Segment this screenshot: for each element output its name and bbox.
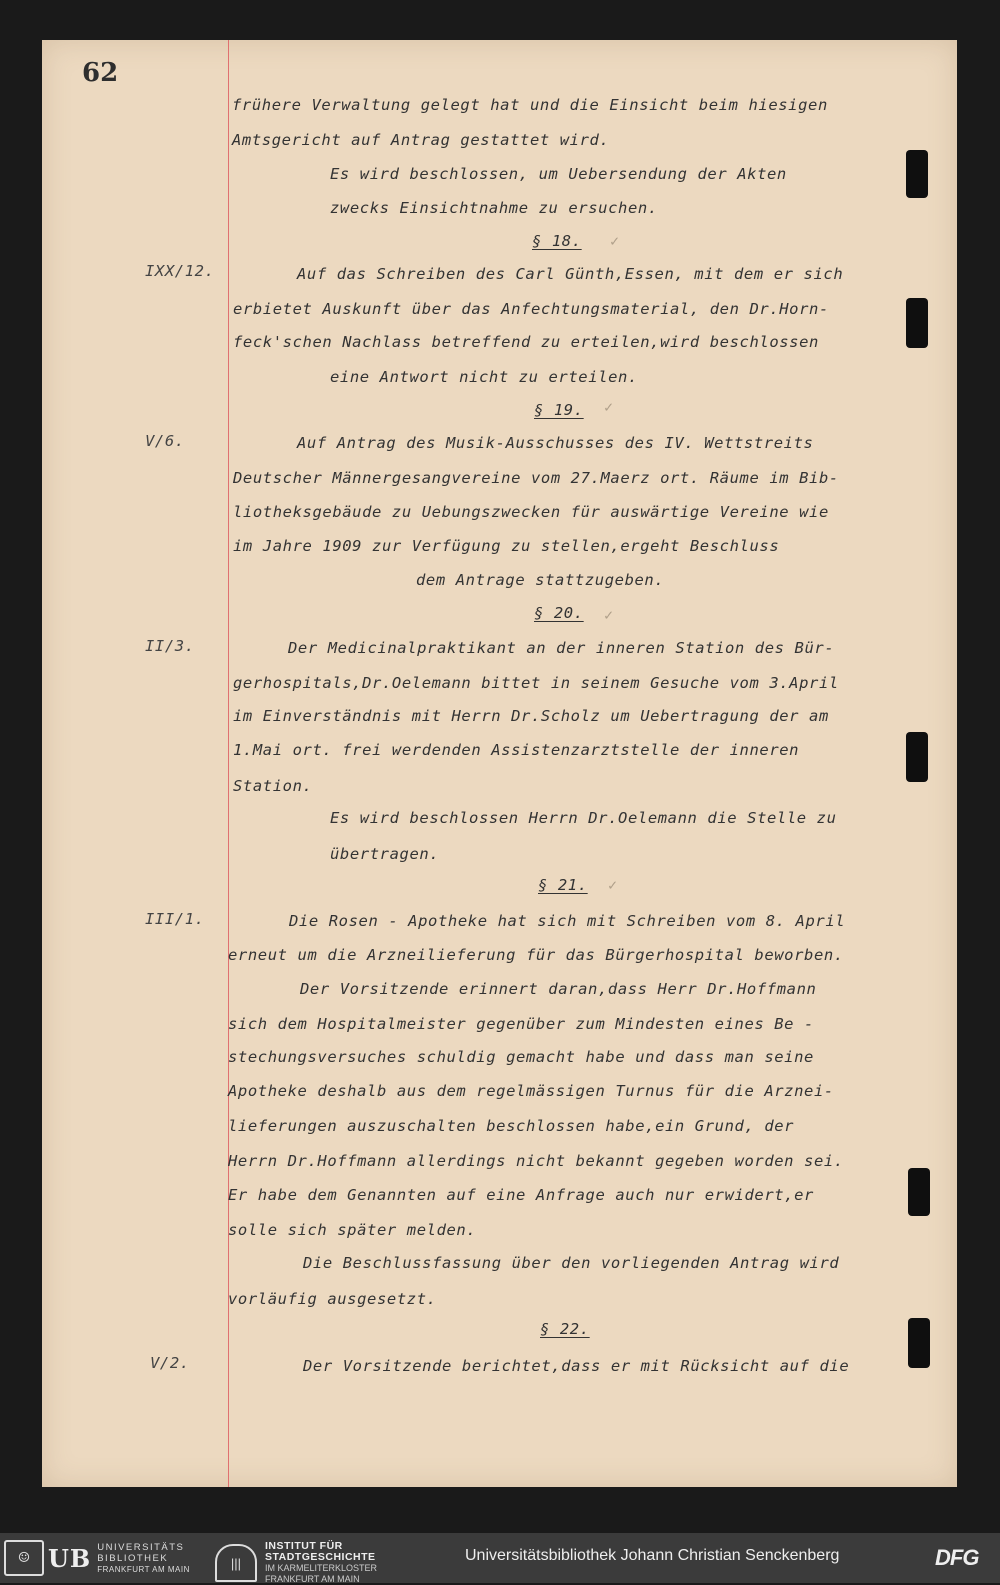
ub-line: BIBLIOTHEK	[97, 1552, 169, 1564]
text-line: gerhospitals,Dr.Oelemann bittet in seinem Gesuche vom 3.April	[233, 674, 839, 692]
ub-line: FRANKFURT AM MAIN	[97, 1564, 190, 1574]
text-line: Der Vorsitzende erinnert daran,dass Herr Dr.Hoffmann	[300, 980, 817, 998]
text-line: Herrn Dr.Hoffmann allerdings nicht bekannt gegeben worden sei.	[228, 1152, 844, 1170]
text-line: solle sich später melden.	[228, 1221, 477, 1239]
text-line: im Jahre 1909 zur Verfügung zu stellen,ergeht Beschluss	[233, 537, 780, 555]
text-line: sich dem Hospitalmeister gegenüber zum Mindesten eines Be -	[228, 1015, 814, 1033]
ub-mark: UB	[48, 1543, 92, 1573]
text-line: Station.	[233, 777, 313, 795]
margin-rule	[228, 40, 229, 1487]
check-mark-icon: ✓	[608, 876, 618, 894]
text-line: feck'schen Nachlass betreffend zu erteilen,wird beschlossen	[233, 333, 819, 351]
text-line: Die Rosen - Apotheke hat sich mit Schreiben vom 8. April	[289, 912, 846, 930]
text-line: frühere Verwaltung gelegt hat und die Einsicht beim hiesigen	[232, 96, 828, 114]
institute-line: STADTGESCHICHTE	[265, 1551, 376, 1563]
margin-ref: IXX/12.	[145, 262, 215, 280]
text-line: Apotheke deshalb aus dem regelmässigen Turnus für die Arznei-	[228, 1082, 834, 1100]
text-line: Der Medicinalpraktikant an der inneren Station des Bür-	[288, 639, 835, 657]
text-line: Amtsgericht auf Antrag gestattet wird.	[232, 131, 610, 149]
text-line: im Einverständnis mit Herrn Dr.Scholz um Uebertragung der am	[233, 707, 829, 725]
margin-ref: V/6.	[145, 432, 185, 450]
margin-ref: V/2.	[150, 1354, 190, 1372]
text-line: Der Vorsitzende berichtet,dass er mit Rücksicht auf die	[303, 1357, 850, 1375]
text-line: eine Antwort nicht zu erteilen.	[330, 368, 638, 386]
ub-logo[interactable]	[4, 1541, 190, 1575]
text-line: erbietet Auskunft über das Anfechtungsmaterial, den Dr.Horn-	[233, 300, 829, 318]
ub-line: UNIVERSITÄTS	[97, 1541, 185, 1553]
institute-line: INSTITUT FÜR	[265, 1540, 343, 1552]
institute-line: IM KARMELITERKLOSTER	[265, 1563, 378, 1573]
text-line: erneut um die Arzneilieferung für das Bürgerhospital beworben.	[228, 946, 844, 964]
text-line: zwecks Einsichtnahme zu ersuchen.	[330, 199, 658, 217]
check-mark-icon: ✓	[604, 606, 614, 624]
footer-bar	[0, 1533, 1000, 1583]
margin-ref: III/1.	[145, 910, 205, 928]
binder-tab	[908, 1168, 930, 1216]
text-line: übertragen.	[330, 845, 440, 863]
binder-tab	[906, 150, 928, 198]
text-line: Es wird beschlossen Herrn Dr.Oelemann die Stelle zu	[330, 809, 837, 827]
text-line: Die Beschlussfassung über den vorliegenden Antrag wird	[303, 1254, 840, 1272]
text-line: Deutscher Männergesangvereine vom 27.Maerz ort. Räume im Bib-	[233, 469, 839, 487]
library-name[interactable]: Universitätsbibliothek Johann Christian Senckenberg	[465, 1547, 840, 1564]
text-line: Auf Antrag des Musik-Ausschusses des IV. Wettstreits	[297, 434, 814, 452]
portrait-icon: ☺	[4, 1540, 44, 1576]
text-line: Er habe dem Genannten auf eine Anfrage auch nur erwidert,er	[228, 1186, 814, 1204]
text-line: 1.Mai ort. frei werdenden Assistenzarztstelle der inneren	[233, 741, 800, 759]
section-heading: § 19.	[534, 401, 584, 419]
binder-tab	[908, 1318, 930, 1368]
text-line: vorläufig ausgesetzt.	[228, 1290, 437, 1308]
text-line: dem Antrage stattzugeben.	[416, 571, 665, 589]
text-line: Es wird beschlossen, um Uebersendung der Akten	[330, 165, 787, 183]
text-line: Auf das Schreiben des Carl Günth,Essen, mit dem er sich	[297, 265, 844, 283]
arch-icon: |||	[215, 1544, 257, 1582]
check-mark-icon: ✓	[604, 398, 614, 416]
page-number: 62	[82, 58, 119, 88]
dfg-logo[interactable]: DFG	[935, 1545, 979, 1570]
section-heading: § 22.	[540, 1320, 590, 1338]
margin-ref: II/3.	[145, 637, 195, 655]
section-heading: § 21.	[538, 876, 588, 894]
check-mark-icon: ✓	[610, 232, 620, 250]
text-line: liotheksgebäude zu Uebungszwecken für auswärtige Vereine wie	[233, 503, 829, 521]
section-heading: § 20.	[534, 604, 584, 622]
section-heading: § 18.	[532, 232, 582, 250]
binder-tab	[906, 732, 928, 782]
institute-line: FRANKFURT AM MAIN	[265, 1574, 360, 1584]
text-line: lieferungen auszuschalten beschlossen habe,ein Grund, der	[228, 1117, 795, 1135]
ub-text	[97, 1542, 190, 1575]
binder-tab	[906, 298, 928, 348]
institute-logo[interactable]	[215, 1541, 377, 1585]
text-line: stechungsversuches schuldig gemacht habe und dass man seine	[228, 1048, 814, 1066]
institute-text	[265, 1541, 377, 1585]
